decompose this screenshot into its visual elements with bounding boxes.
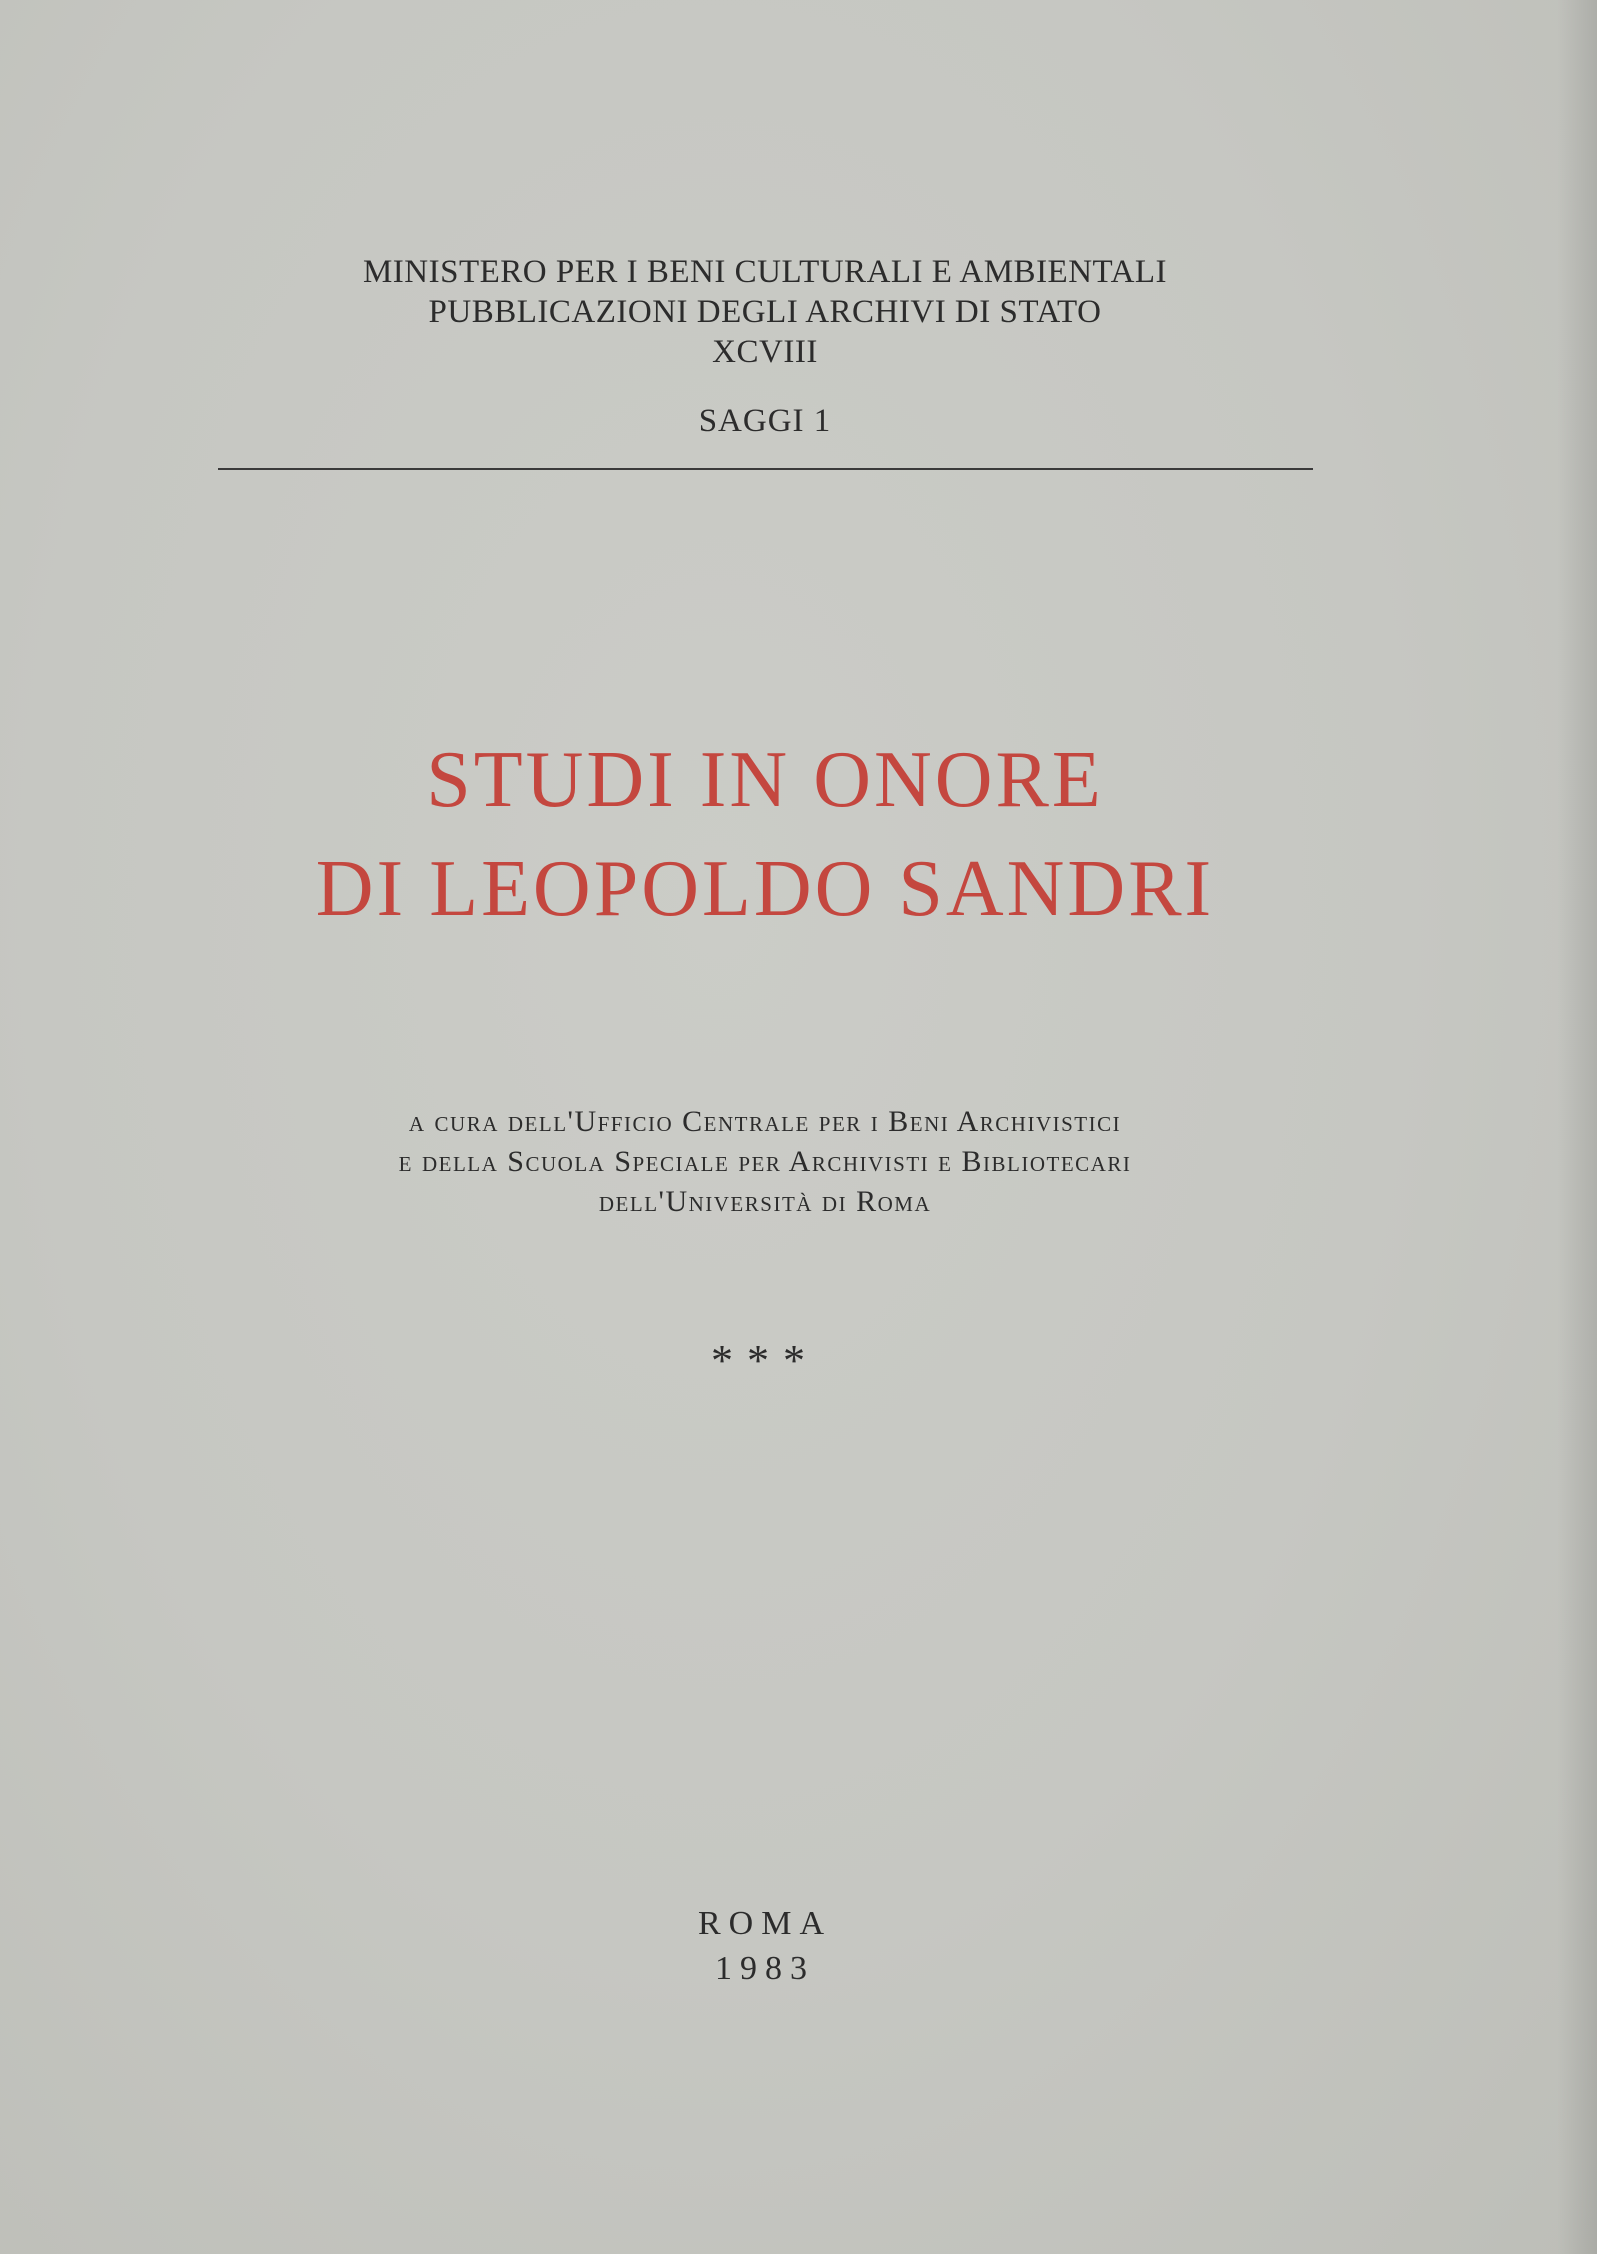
imprint-year: 1983 (715, 1950, 815, 1987)
page-edge-shadow (1557, 0, 1597, 2254)
editor-credit-line-1: a cura dell'Ufficio Centrale per i Beni Archivistici (408, 1105, 1122, 1138)
series-number: XCVIII (712, 334, 818, 370)
book-title-line-1: STUDI IN ONORE (426, 736, 1104, 824)
publication-series-line: PUBBLICAZIONI DEGLI ARCHIVI DI STATO (428, 294, 1102, 330)
header-divider (218, 468, 1313, 470)
volume-mark: *** (711, 1336, 819, 1385)
editor-credit-line-3: dell'Università di Roma (598, 1185, 932, 1218)
editor-credit-line-2: e della Scuola Speciale per Archivisti e Bibliotecari (398, 1145, 1132, 1178)
subseries-label: SAGGI 1 (698, 403, 832, 439)
imprint-place: ROMA (697, 1905, 833, 1942)
book-title-line-2: DI LEOPOLDO SANDRI (315, 845, 1215, 933)
ministry-line: MINISTERO PER I BENI CULTURALI E AMBIENTALI (362, 254, 1168, 290)
